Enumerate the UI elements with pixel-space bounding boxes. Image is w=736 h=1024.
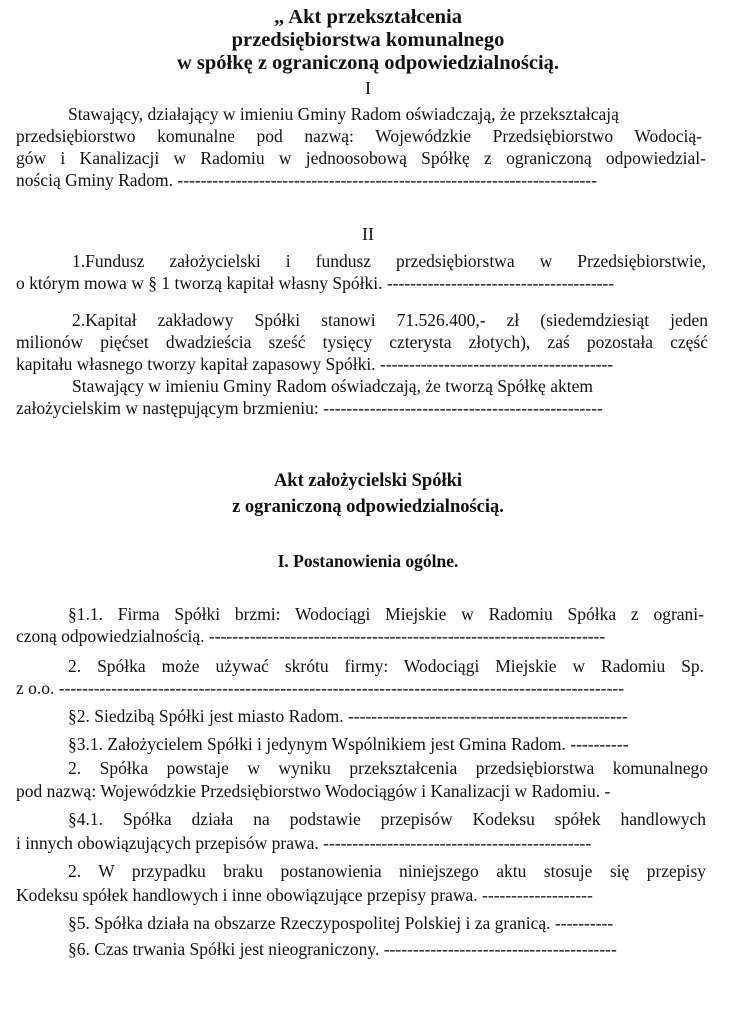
act-title-line-2: z ograniczoną odpowiedzialnością. [232,497,504,517]
chapter-line-3: 2. Spółka może używać skrótu firmy: Wodociągi Miejskie w Radomiu Sp. [68,656,704,676]
section-ii-line-6: Stawający w imieniu Gminy Radom oświadczają, że tworzą Spółkę aktem [72,376,593,396]
section-i-numeral: I [365,78,371,98]
document-title-line-2: przedsiębiorstwa komunalnego [231,29,505,51]
chapter-line-8: pod nazwą: Wojewódzkie Przedsiębiorstwo Wodociągów i Kanalizacji w Radomiu. - [16,781,611,801]
chapter-line-9: §4.1. Spółka działa na podstawie przepisów Kodeksu spółek handlowych [68,809,706,829]
chapter-line-10: i innych obowiązujących przepisów prawa. ---------------------------------------------- [16,833,592,853]
chapter-line-1: §1.1. Firma Spółki brzmi: Wodociągi Miejskie w Radomiu Spółka z ograni- [68,604,704,624]
section-i-line-3: gów i Kanalizacji w Radomiu w jednoosobową Spółkę z ograniczoną odpowiedzial- [16,148,706,168]
chapter-line-5: §2. Siedzibą Spółki jest miasto Radom. ------------------------------------------------ [68,706,628,726]
section-ii-line-5: kapitału własnego tworzy kapitał zapasowy Spółki. ---------------------------------------- [16,354,614,374]
chapter-line-7: 2. Spółka powstaje w wyniku przekształcenia przedsiębiorstwa komunalnego [68,758,708,778]
section-ii-line-4: milionów pięćset dwadzieścia sześć tysięcy czterysta złotych), zaś pozostała część [16,332,708,352]
section-i-line-4: nością Gminy Radom. ------------------------------------------------------------------------ [16,170,597,190]
section-ii-line-2: o którym mowa w § 1 tworzą kapitał własny Spółki. --------------------------------------- [16,273,615,293]
section-ii-line-1: 1.Fundusz założycielski i fundusz przedsiębiorstwa w Przedsiębiorstwie, [72,251,706,271]
chapter-line-6: §3.1. Założycielem Spółki i jedynym Wspólnikiem jest Gmina Radom. ---------- [68,734,629,754]
chapter-line-11: 2. W przypadku braku postanowienia niniejszego aktu stosuje się przepisy [68,861,706,881]
section-i-line-1: Stawający, działający w imieniu Gminy Radom oświadczają, że przekształcają [68,104,619,124]
document-title-line-1: „ Akt przekształcenia [274,6,462,28]
chapter-line-14: §6. Czas trwania Spółki jest nieograniczony. ---------------------------------------- [68,939,617,959]
section-ii-numeral: II [362,224,374,244]
chapter-heading: I. Postanowienia ogólne. [277,551,459,571]
section-i-line-2: przedsiębiorstwo komunalne pod nazwą: Wojewódzkie Przedsiębiorstwo Wodocią- [16,126,702,146]
chapter-line-2: czoną odpowiedzialnością. -------------------------------------------------------------------- [16,626,606,646]
chapter-line-13: §5. Spółka działa na obszarze Rzeczypospolitej Polskiej i za granicą. ---------- [68,913,614,933]
act-title-line-1: Akt założycielski Spółki [273,471,463,491]
section-ii-line-3: 2.Kapitał zakładowy Spółki stanowi 71.526.400,- zł (siedemdziesiąt jeden [72,310,708,330]
chapter-line-4: z o.o. ------------------------------------------------------------------------------------------------- [16,678,625,698]
chapter-line-12: Kodeksu spółek handlowych i inne obowiązujące przepisy prawa. ------------------- [16,885,593,905]
section-ii-line-7: założycielskim w następującym brzmieniu: ------------------------------------------------ [16,398,603,418]
document-title-line-3: w spółkę z ograniczoną odpowiedzialnością. [176,52,560,74]
